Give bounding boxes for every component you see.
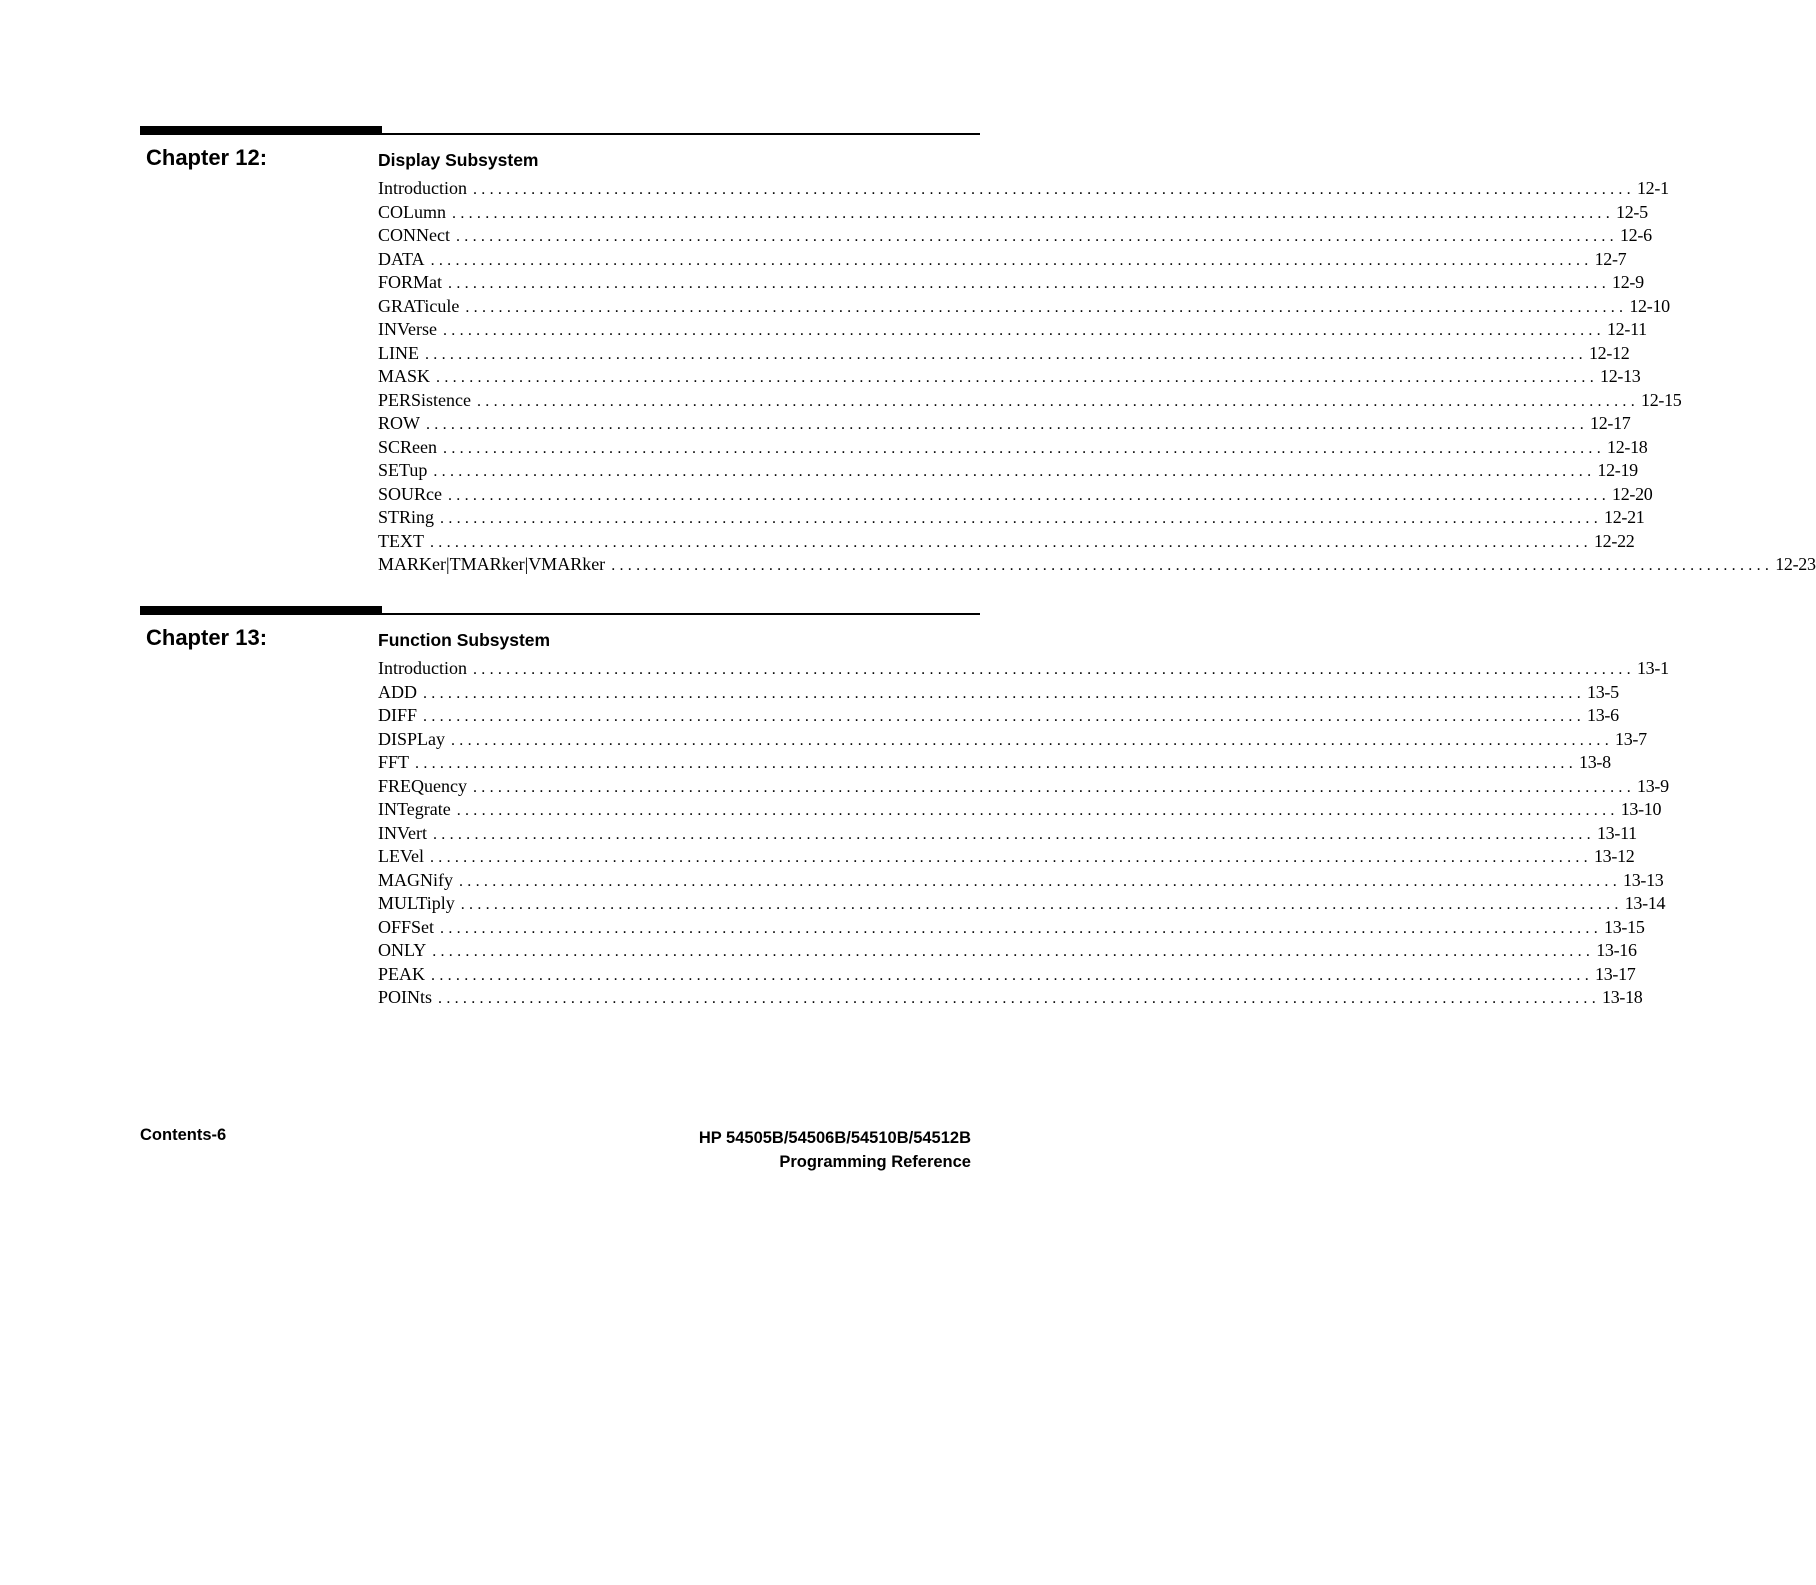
toc-entry-title: FFT <box>378 752 410 772</box>
dot-leader: ............................................................................................................................................ <box>455 228 1618 245</box>
dot-leader: ............................................................................................................................................ <box>432 943 1595 960</box>
toc-entry-page: 12-5 <box>1616 201 1648 222</box>
toc-entry-page: 13-6 <box>1587 705 1619 725</box>
section-title: Function Subsystem <box>378 630 551 650</box>
chapter-label: Chapter 12: <box>146 145 268 170</box>
toc-entry <box>378 342 1630 366</box>
toc-entry-title: PEAK <box>378 963 426 984</box>
toc-entry-page: 13-12 <box>1593 846 1635 866</box>
toc-entry <box>378 483 1653 507</box>
dot-leader: ............................................................................................................................................ <box>432 825 1595 843</box>
dot-leader: ............................................................................................................................................ <box>448 486 1610 504</box>
dot-leader: ............................................................................................................................................ <box>415 755 1578 772</box>
dot-leader: ............................................................................................................................................ <box>423 708 1586 725</box>
toc-entry <box>378 986 1643 1010</box>
toc-entry-title: FORMat <box>378 272 443 292</box>
toc-entry-page: 12-18 <box>1607 436 1648 457</box>
toc-entry-title: SETup <box>378 460 428 480</box>
toc-entry-page: 12-7 <box>1594 248 1627 269</box>
toc-entry-page: 12-13 <box>1600 366 1641 386</box>
dot-leader: ............................................................................................................................................ <box>473 778 1635 796</box>
dot-leader: ............................................................................................................................................ <box>443 439 1606 457</box>
toc-entry-page: 13-8 <box>1579 752 1611 772</box>
toc-entry <box>378 751 1611 775</box>
toc-entry-page: 12-9 <box>1612 272 1644 292</box>
toc-entry-title: MULTiply <box>378 893 455 913</box>
toc-entry-title: ROW <box>378 413 420 433</box>
toc-entry <box>378 939 1637 963</box>
toc-entry <box>378 892 1666 916</box>
toc-entry-page: 12-12 <box>1588 342 1630 363</box>
toc-list <box>378 657 1669 1010</box>
toc-entry-title: DIFF <box>378 705 418 725</box>
toc-entry-page: 12-6 <box>1619 225 1652 245</box>
toc-entry-title: MASK <box>378 366 431 386</box>
toc-entry-page: 12-1 <box>1636 178 1669 198</box>
toc-entry-page: 13-18 <box>1602 987 1643 1007</box>
toc-entry-title: Introduction <box>378 658 467 678</box>
toc-entry-title: ONLY <box>378 940 427 960</box>
dot-leader: ............................................................................................................................................ <box>460 896 1623 913</box>
dot-leader: ............................................................................................................................................ <box>440 510 1603 527</box>
dot-leader: ............................................................................................................................................ <box>433 463 1596 480</box>
toc-entry <box>378 201 1648 225</box>
dot-leader: ............................................................................................................................................ <box>423 684 1585 702</box>
toc-entry-page: 13-10 <box>1620 799 1662 819</box>
dot-leader: ............................................................................................................................................ <box>424 345 1587 363</box>
toc-entry-title: GRATicule <box>378 295 460 316</box>
document-title: Programming Reference <box>779 1153 971 1171</box>
dot-leader: ............................................................................................................................................ <box>436 369 1599 386</box>
dot-leader: ............................................................................................................................................ <box>448 275 1611 292</box>
chapter-label: Chapter 13: <box>146 625 268 650</box>
toc-entry-title: DATA <box>378 248 425 269</box>
dot-leader: ............................................................................................................................................ <box>456 802 1619 819</box>
toc-entry-title: SOURce <box>378 483 442 504</box>
chapter-rule <box>140 133 980 135</box>
dot-leader: ............................................................................................................................................ <box>429 533 1592 551</box>
toc-entry <box>378 365 1641 389</box>
toc-entry-page: 12-17 <box>1590 413 1631 433</box>
toc-entry-title: ADD <box>378 681 417 702</box>
toc-entry-page: 12-22 <box>1593 530 1635 551</box>
toc-entry <box>378 798 1662 822</box>
toc-entry <box>378 553 1816 577</box>
toc-entry <box>378 459 1638 483</box>
toc-entry <box>378 728 1647 752</box>
product-name: HP 54505B/54506B/54510B/54512B <box>698 1129 971 1147</box>
toc-entry <box>378 822 1637 846</box>
toc-entry-title: LEVel <box>378 846 424 866</box>
page-number: Contents-6 <box>140 1126 227 1144</box>
toc-entry <box>378 530 1635 554</box>
toc-entry <box>378 224 1652 248</box>
toc-entry-page: 13-7 <box>1615 728 1647 749</box>
toc-entry <box>378 318 1647 342</box>
dot-leader: ............................................................................................................................................ <box>611 557 1774 574</box>
toc-entry-title: Introduction <box>378 178 467 198</box>
toc-entry <box>378 412 1631 436</box>
toc-entry <box>378 963 1636 987</box>
toc-entry-title: TEXT <box>378 530 424 551</box>
dot-leader: ............................................................................................................................................ <box>465 298 1628 316</box>
toc-entry-page: 13-14 <box>1624 893 1666 913</box>
dot-leader: ............................................................................................................................................ <box>472 181 1635 198</box>
toc-entry-page: 12-20 <box>1612 483 1653 504</box>
toc-entry <box>378 869 1664 893</box>
dot-leader: ............................................................................................................................................ <box>430 251 1593 269</box>
toc-entry-title: COLumn <box>378 201 447 222</box>
toc-entry-title: DISPLay <box>378 728 445 749</box>
toc-entry-page: 13-9 <box>1637 775 1669 796</box>
toc-entry-page: 13-16 <box>1596 940 1637 960</box>
toc-entry <box>378 775 1669 799</box>
section-title: Display Subsystem <box>378 150 539 170</box>
toc-entry <box>378 389 1682 413</box>
dot-leader: ............................................................................................................................................ <box>426 416 1588 433</box>
toc-entry-page: 12-11 <box>1606 319 1647 339</box>
toc-entry-page: 12-21 <box>1604 507 1645 527</box>
toc-entry <box>378 681 1619 705</box>
toc-entry-title: MAGNify <box>378 869 453 890</box>
toc-entry-page: 12-15 <box>1641 389 1682 410</box>
toc-entry <box>378 916 1645 940</box>
toc-entry-title: CONNect <box>378 225 450 245</box>
toc-entry-page: 13-1 <box>1636 658 1669 678</box>
toc-entry <box>378 177 1669 201</box>
toc-entry-page: 13-5 <box>1587 681 1619 702</box>
dot-leader: ............................................................................................................................................ <box>472 661 1635 678</box>
dot-leader: ............................................................................................................................................ <box>438 990 1601 1007</box>
toc-entry-title: SCReen <box>378 436 438 457</box>
toc-entry <box>378 248 1627 272</box>
toc-entry <box>378 704 1619 728</box>
toc-entry-page: 13-15 <box>1604 916 1645 937</box>
dot-leader: ............................................................................................................................................ <box>451 731 1613 749</box>
toc-entry-page: 13-13 <box>1623 869 1664 890</box>
toc-list <box>378 177 1816 577</box>
toc-entry-title: POINts <box>378 987 433 1007</box>
toc-entry-title: LINE <box>378 342 419 363</box>
dot-leader: ............................................................................................................................................ <box>442 322 1605 339</box>
dot-leader: ............................................................................................................................................ <box>459 872 1621 890</box>
toc-entry <box>378 657 1669 681</box>
toc-entry-title: MARKer|TMARker|VMARker <box>378 554 606 574</box>
dot-leader: ............................................................................................................................................ <box>431 966 1594 984</box>
toc-entry <box>378 271 1644 295</box>
toc-entry-title: INTegrate <box>378 799 451 819</box>
dot-leader: ............................................................................................................................................ <box>477 392 1639 410</box>
toc-entry-page: 12-19 <box>1597 460 1638 480</box>
toc-entry-title: INVerse <box>378 319 437 339</box>
toc-entry <box>378 295 1670 319</box>
toc-entry-title: FREQuency <box>378 775 467 796</box>
toc-entry-page: 12-10 <box>1629 295 1670 316</box>
chapter-rule <box>140 613 980 615</box>
toc-entry-page: 13-11 <box>1596 822 1637 843</box>
toc-entry <box>378 436 1648 460</box>
dot-leader: ............................................................................................................................................ <box>429 849 1592 866</box>
dot-leader: ............................................................................................................................................ <box>452 204 1615 222</box>
toc-entry <box>378 845 1635 869</box>
toc-entry <box>378 506 1645 530</box>
dot-leader: ............................................................................................................................................ <box>440 919 1603 937</box>
toc-entry-title: INVert <box>378 822 427 843</box>
toc-entry-page: 12-23 <box>1775 554 1816 574</box>
toc-entry-title: STRing <box>378 507 435 527</box>
toc-entry-title: PERSistence <box>378 389 471 410</box>
toc-entry-title: OFFSet <box>378 916 435 937</box>
toc-entry-page: 13-17 <box>1595 963 1636 984</box>
footer-title-block <box>699 1126 971 1174</box>
